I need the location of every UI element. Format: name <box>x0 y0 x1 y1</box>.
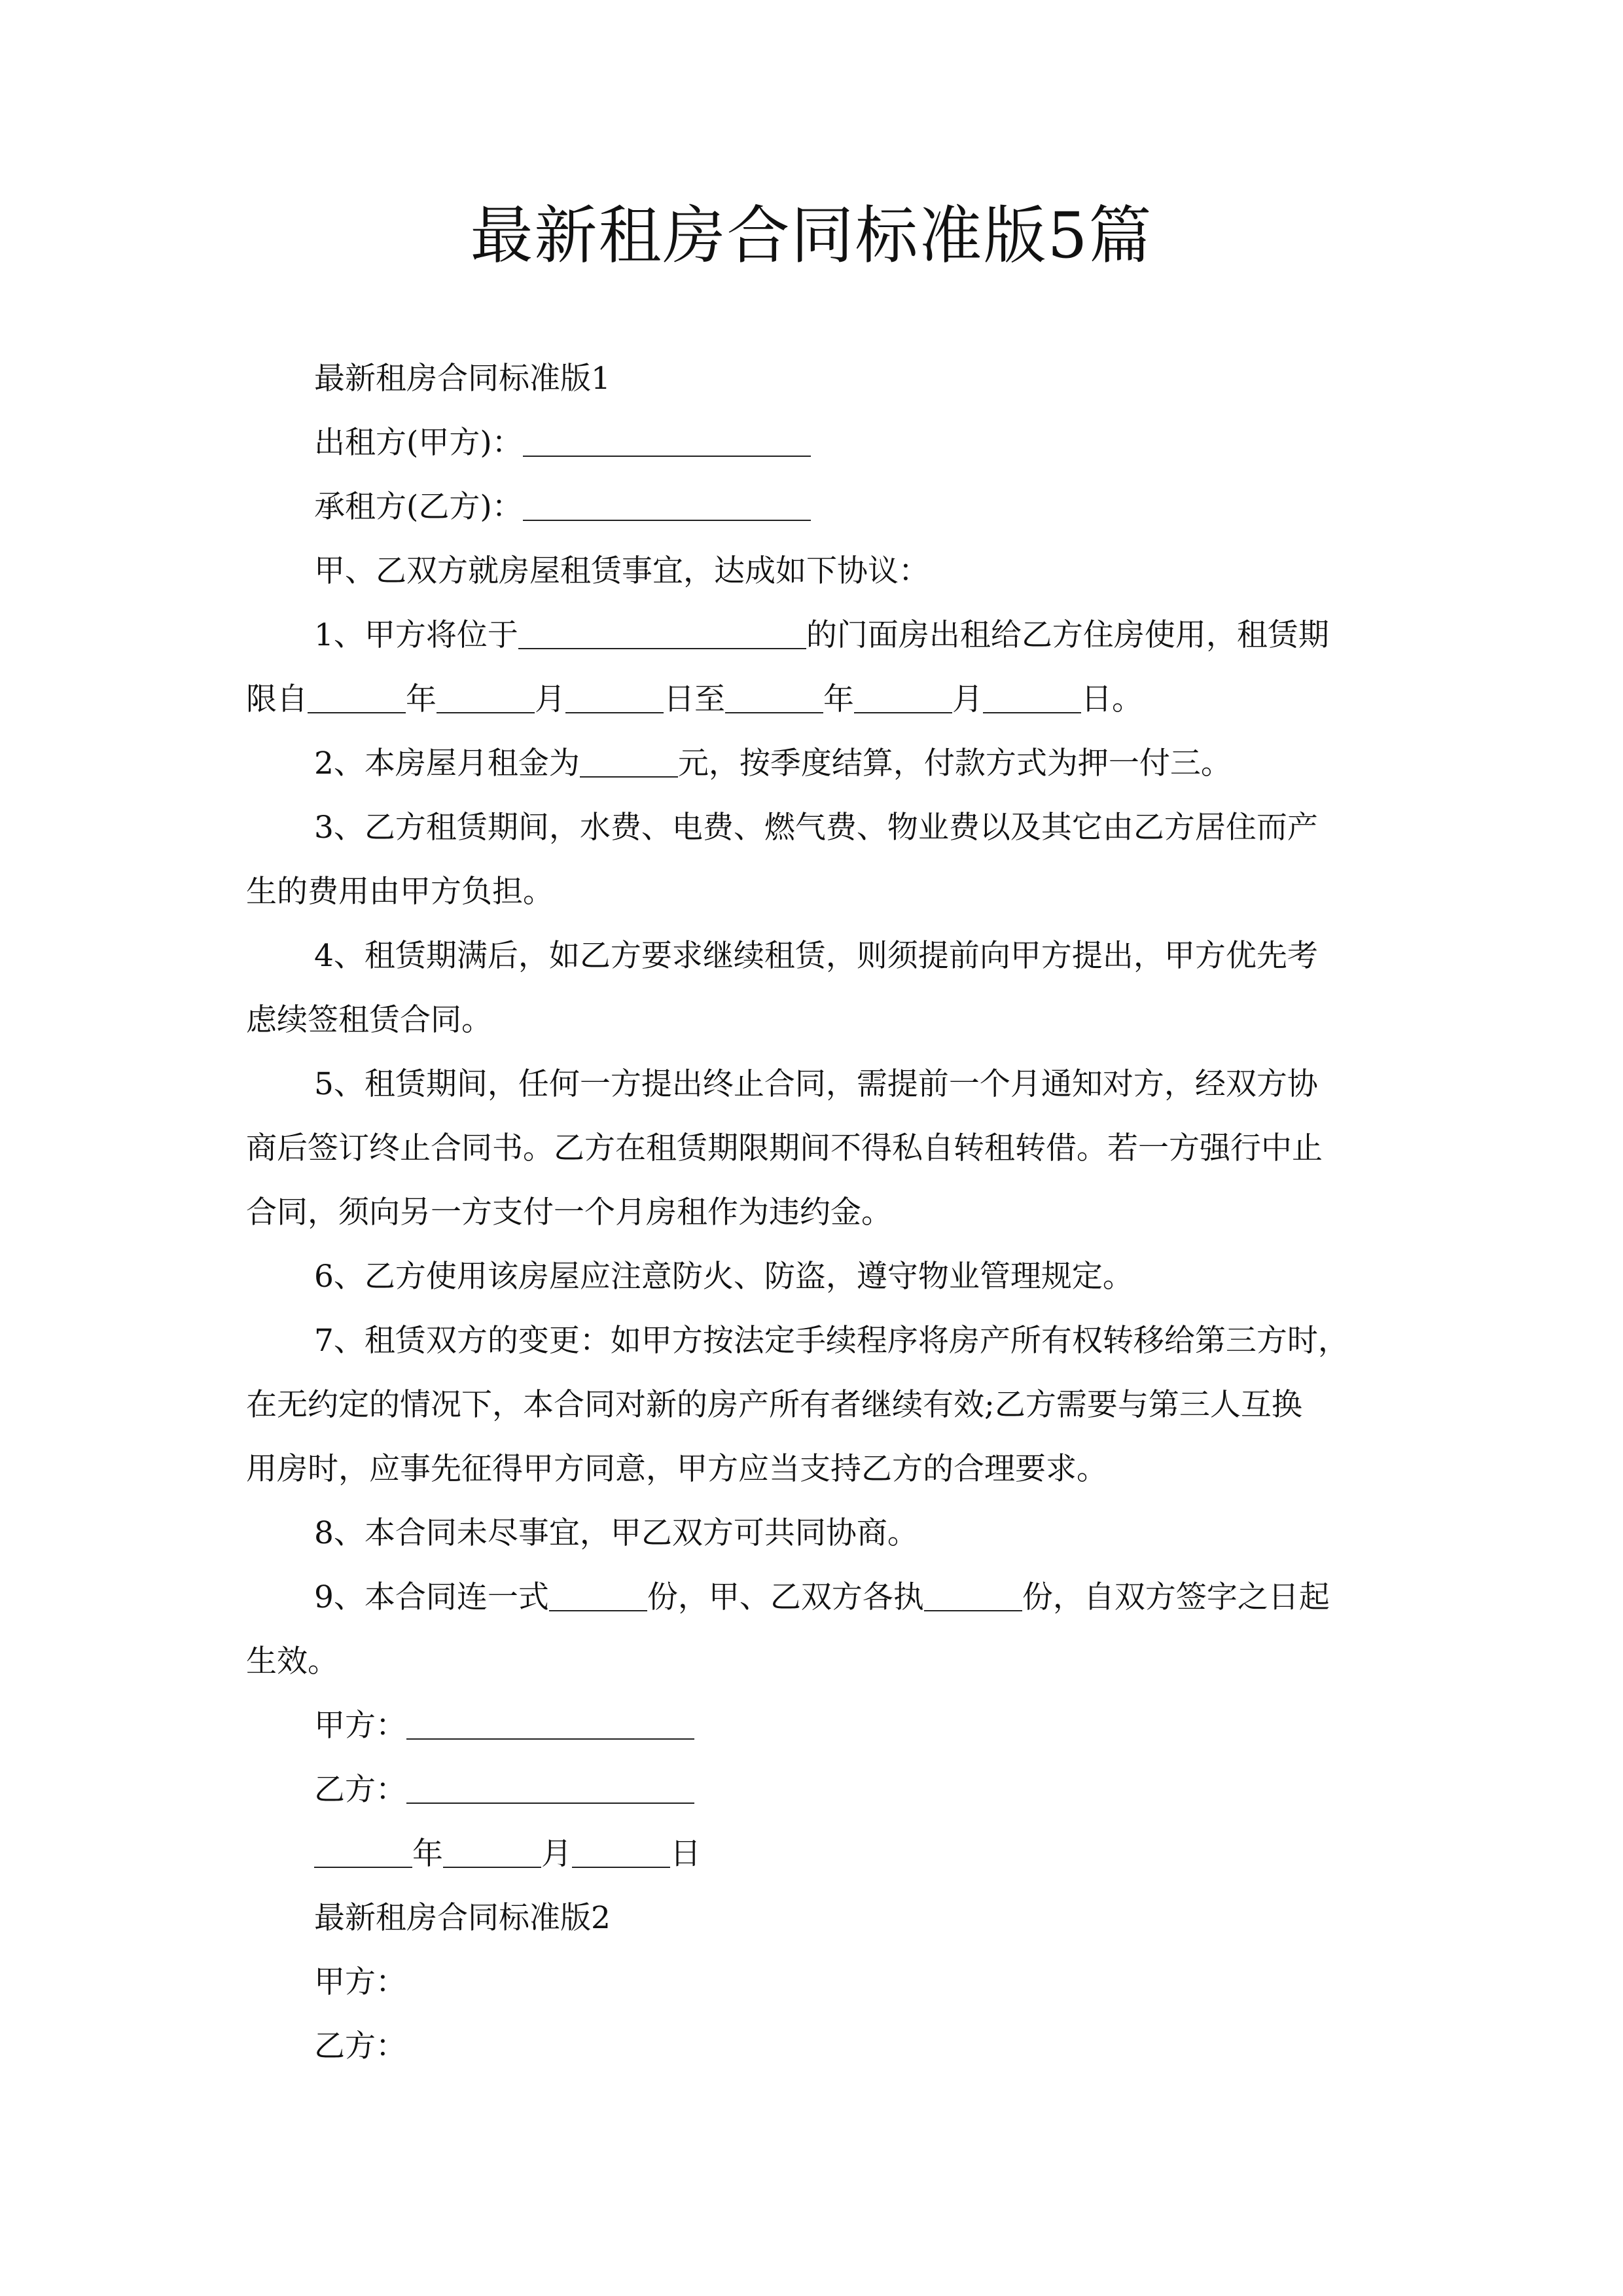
clause-2-text-b: 元，按季度结算，付款方式为押一付三。 <box>677 745 1232 781</box>
clause-1-line-1 <box>246 603 1385 668</box>
copies-total-blank[interactable] <box>549 1573 647 1611</box>
copies-each-blank[interactable] <box>924 1573 1022 1611</box>
start-year-blank[interactable] <box>308 675 406 713</box>
day-end-label: 日。 <box>1081 681 1143 717</box>
address-blank[interactable] <box>518 611 806 649</box>
section-2-party-b: 乙方： <box>314 2028 406 2064</box>
lessor-line <box>246 411 1385 475</box>
clause-4-line-2: 虑续签租赁合同。 <box>246 1002 492 1038</box>
month-label: 月 <box>952 681 983 717</box>
year-label: 年 <box>406 681 437 717</box>
clause-6: 6、乙方使用该房屋应注意防火、防盗，遵守物业管理规定。 <box>314 1259 1133 1295</box>
party-b-label: 乙方： <box>314 1772 406 1808</box>
date-line <box>246 1822 1385 1886</box>
year-label: 年 <box>823 681 854 717</box>
end-month-blank[interactable] <box>854 675 952 713</box>
party-b-signature-line <box>246 1758 1385 1822</box>
clause-9-line-1 <box>246 1566 1385 1630</box>
clause-7-line-1: 7、租赁双方的变更：如甲方按法定手续程序将房产所有权转移给第三方时， <box>314 1323 1349 1359</box>
lessee-line <box>246 475 1385 539</box>
clause-3-line-1: 3、乙方租赁期间，水费、电费、燃气费、物业费以及其它由乙方居住而产 <box>314 810 1318 846</box>
party-b-signature-blank[interactable] <box>406 1766 694 1804</box>
day-to-label: 日至 <box>664 681 725 717</box>
clause-9-line-2: 生效。 <box>246 1643 338 1679</box>
year-label: 年 <box>412 1836 443 1872</box>
clause-7-line-3: 用房时，应事先征得甲方同意，甲方应当支持乙方的合理要求。 <box>246 1451 1107 1487</box>
clause-5-line-2: 商后签订终止合同书。乙方在租赁期限期间不得私自转租转借。若一方强行中止 <box>246 1130 1323 1166</box>
clause-9-text-a: 9、本合同连一式 <box>314 1579 549 1615</box>
clause-2 <box>246 732 1385 796</box>
clause-1-text-c: 限自 <box>246 681 308 717</box>
clause-9-text-c: 份，自双方签字之日起 <box>1022 1579 1330 1615</box>
end-day-blank[interactable] <box>983 675 1081 713</box>
clause-4-line-1: 4、租赁期满后，如乙方要求继续租赁，则须提前向甲方提出，甲方优先考 <box>314 938 1318 974</box>
clause-5-line-3: 合同，须向另一方支付一个月房租作为违约金。 <box>246 1194 892 1230</box>
end-year-blank[interactable] <box>725 675 823 713</box>
day-label: 日 <box>670 1836 701 1872</box>
sign-day-blank[interactable] <box>572 1830 670 1868</box>
clause-5-line-1: 5、租赁期间，任何一方提出终止合同，需提前一个月通知对方，经双方协 <box>314 1066 1318 1102</box>
clause-2-text-a: 2、本房屋月租金为 <box>314 745 580 781</box>
rent-blank[interactable] <box>580 740 678 778</box>
intro-text: 甲、乙双方就房屋租赁事宜，达成如下协议： <box>314 553 929 589</box>
section-2-party-a: 甲方： <box>314 1964 406 2000</box>
clause-8: 8、本合同未尽事宜，甲乙双方可共同协商。 <box>314 1515 918 1551</box>
start-month-blank[interactable] <box>437 675 535 713</box>
lessor-label: 出租方(甲方)： <box>314 425 523 461</box>
month-label: 月 <box>535 681 565 717</box>
clause-1-text-a: 1、甲方将位于 <box>314 617 518 653</box>
clause-1-line-2 <box>246 668 1385 732</box>
lessor-blank[interactable] <box>523 419 811 457</box>
start-day-blank[interactable] <box>565 675 664 713</box>
sign-month-blank[interactable] <box>443 1830 541 1868</box>
clause-3-line-2: 生的费用由甲方负担。 <box>246 874 554 910</box>
clause-9-text-b: 份，甲、乙双方各执 <box>647 1579 924 1615</box>
section-heading-1: 最新租房合同标准版1 <box>314 361 611 397</box>
sign-year-blank[interactable] <box>314 1830 412 1868</box>
document-body <box>246 347 1385 2079</box>
party-a-signature-line <box>246 1694 1385 1758</box>
party-a-signature-blank[interactable] <box>406 1702 694 1740</box>
clause-1-text-b: 的门面房出租给乙方住房使用，租赁期 <box>806 617 1329 653</box>
document-title: 最新租房合同标准版5篇 <box>470 199 1153 272</box>
section-heading-2: 最新租房合同标准版2 <box>314 1900 611 1936</box>
clause-7-line-2: 在无约定的情况下，本合同对新的房产所有者继续有效;乙方需要与第三人互换 <box>246 1387 1302 1423</box>
lessee-blank[interactable] <box>523 483 811 521</box>
party-a-label: 甲方： <box>314 1708 406 1744</box>
month-label: 月 <box>541 1836 572 1872</box>
lessee-label: 承租方(乙方)： <box>314 489 523 525</box>
